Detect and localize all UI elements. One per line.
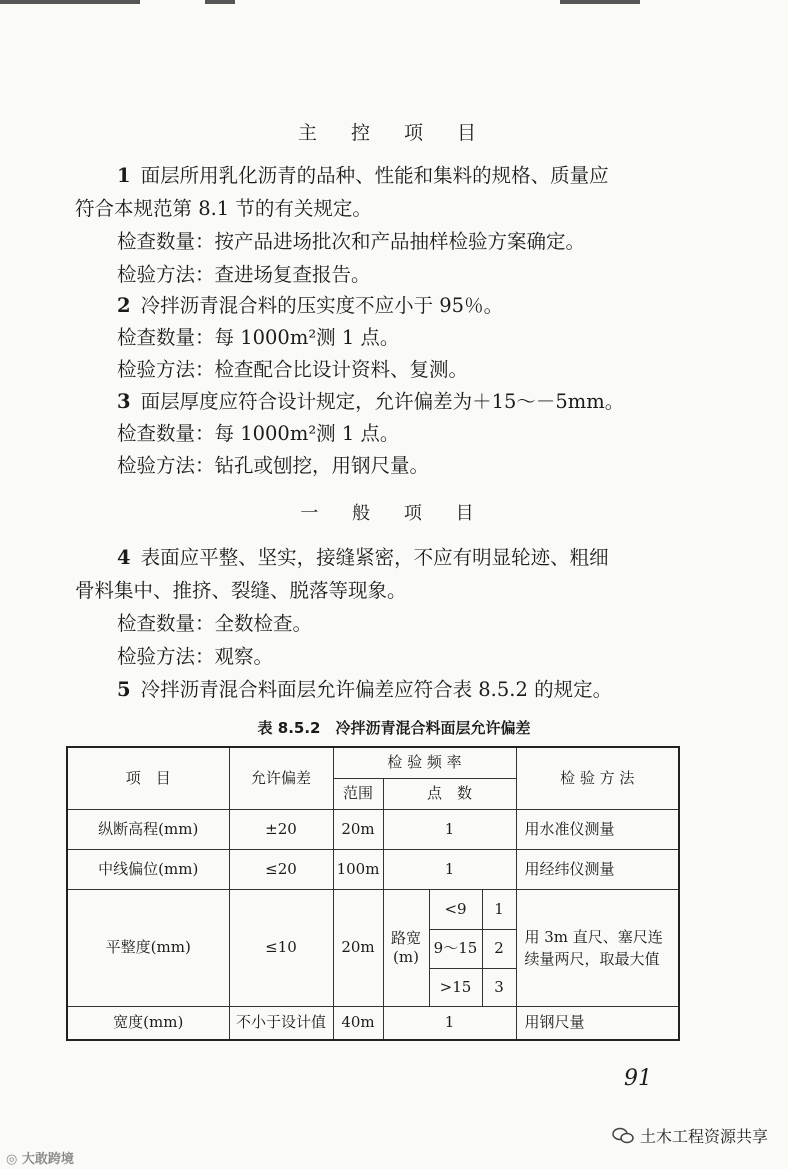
clause-4-line-2: 骨料集中、推挤、裂缝、脱落等现象。 [75,579,407,602]
clause-1-line-1: 1 面层所用乳化沥青的品种、性能和集料的规格、质量应 [117,164,609,187]
clause-number: 3 [117,390,131,413]
clause-5: 5 冷拌沥青混合料面层允许偏差应符合表 8.5.2 的规定。 [117,678,613,701]
table-row: >15 3 [67,968,679,1006]
scan-edge-mark [205,0,235,4]
watermark-logo: ◎ 大敢跨境 [6,1152,74,1167]
chat-bubble-icon [612,1127,634,1145]
tolerance-table [66,746,680,1041]
road-width-cell: 路宽 (m) [383,889,429,1006]
table-row: 纵断高程(mm) ±20 20m 1 用水准仪测量 [67,809,679,849]
inspection-quantity: 检查数量：按产品进场批次和产品抽样检验方案确定。 [117,230,586,253]
inspection-quantity: 检查数量：全数检查。 [117,612,313,635]
clause-number: 1 [117,164,131,187]
page-number: 91 [624,1066,652,1091]
header-range: 范围 [333,778,383,809]
header-tolerance: 允许偏差 [229,747,333,809]
inspection-method: 检验方法：检查配合比设计资料、复测。 [117,358,469,381]
clause-2: 2 冷拌沥青混合料的压实度不应小于 95％。 [117,294,504,317]
table-row: 宽度(mm) 不小于设计值 40m 1 用钢尺量 [67,1006,679,1040]
header-method: 检 验 方 法 [516,747,679,809]
clause-4-line-1: 4 表面应平整、坚实，接缝紧密，不应有明显轮迹、粗细 [117,546,609,569]
clause-number: 2 [117,294,131,317]
table-row: 中线偏位(mm) ≤20 100m 1 用经纬仪测量 [67,849,679,889]
inspection-quantity: 检查数量：每 1000m²测 1 点。 [117,422,400,445]
inspection-quantity: 检查数量：每 1000m²测 1 点。 [117,326,400,349]
header-item: 项 目 [67,747,229,809]
logo-icon: ◎ [6,1152,18,1167]
inspection-method: 检验方法：观察。 [117,645,274,668]
inspection-method: 检验方法：查进场复查报告。 [117,263,371,286]
table-row: 平整度(mm) ≤10 20m 路宽 (m) <9 1 用 3m 直尺、塞尺连续量两尺，取最大值 [67,889,679,929]
clause-3: 3 面层厚度应符合设计规定，允许偏差为＋15～－5mm。 [117,390,625,413]
header-frequency: 检 验 频 率 [333,747,516,778]
general-items-title: 一 般 项 目 [300,503,488,524]
table-row: 9～15 2 [67,929,679,968]
scan-edge-mark [0,0,140,4]
clause-1-line-2: 符合本规范第 8.1 节的有关规定。 [75,197,372,220]
header-points: 点 数 [383,778,516,809]
clause-number: 4 [117,546,131,569]
scan-edge-mark [560,0,640,4]
watermark-source: 土木工程资源共享 [612,1124,768,1147]
clause-number: 5 [117,678,131,701]
main-control-title: 主 控 项 目 [297,122,491,144]
table-caption: 表 8.5.2 冷拌沥青混合料面层允许偏差 [257,719,531,737]
inspection-method: 检验方法：钻孔或刨挖，用钢尺量。 [117,454,430,477]
